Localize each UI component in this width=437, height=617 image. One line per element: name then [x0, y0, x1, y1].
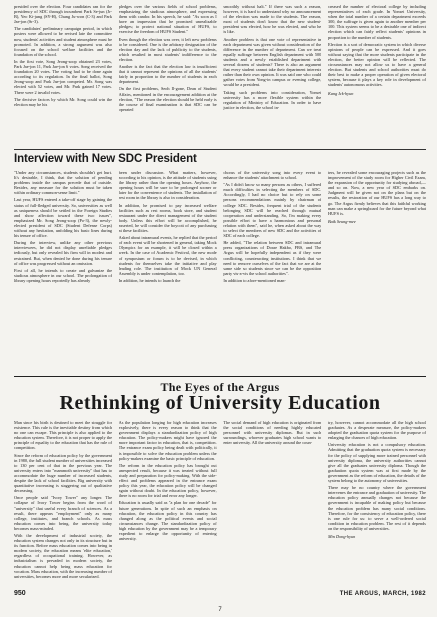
paragraph: Once people said "Ivory Tower" any longer. The collapse of Ivory Tower begins from the word of "university" that useful every branch of sciences. As a result, there appears "employment" only as many college, institutes, and branch schools. As mass education comes into being, the university today becomes mass-minded.: [14, 495, 112, 531]
column-2: [119, 420, 217, 588]
paragraph: Another problem is that one vote of representative in each department was given without consideration of the difference in the number of department. Can we treat equally suffrage between English department with 500 students and a newly established department with several dozens of students? There is also an argument that every student cannot take their department interests rather than their own opinion. It was said one who could gather votes from Yong-in campus or evening college, would be a president.: [223, 36, 322, 88]
section-divider: [14, 376, 426, 377]
column-3: [223, 420, 321, 588]
paragraph: "Under any circumstances, students shouldn't get hurt. It's desirable, I think, that the solution of pending problems inside the campus precede that of outside. Besides, any measure for the solution must be taken within ordinary common-sense limit.": [14, 170, 112, 196]
paragraph: Even though the election was over, it left new problems to be considered. One is the arbitrary designation of the election day and the lack of publicity to the students, which resulted in most students' indifference to the election.: [118, 36, 217, 62]
column-4: [328, 420, 426, 588]
paragraph: pledges over the various fields of school problems, emphasizing the studious atmosphere, and expressing them with candor. In his speech, he said: "As soon as I have an impression that he promised unrealizable pledges; to protect national situation of HUFS, to exercise the freedom of HUFS Student.": [118, 4, 217, 35]
paragraph: Last year, HUFS entered a take-off stage by gaining the status of full-fledged university. So, universities as well as uniqueness should be settled in the Foreign Studies and show affection toward these two issues", emphasized Mr. Song Jeong-soop (Po-3), the newly-elected president of SDC (Student Defense Corps) without any hesitation, unfolding his basic lines during his tenure of office.: [14, 197, 112, 239]
author-signature: Min Dong-hyun: [327, 533, 356, 539]
feature-article-columns: [14, 420, 426, 588]
paragraph: Asked about intramural events, he replied that the period of each event will be shortened in general, taking Mock Olympics for an example, it will be closed within a week. In the case of Academic Festival, the new mode of symposium or forum is to be devised, in which students for themselves take the initiative and play leading role. The institution of Mock UN General Assembly is under contemplation, too.: [118, 235, 217, 276]
author-signature: Baik Seung-mee: [327, 218, 356, 224]
paragraph: smoothly without halt." If there was such a reason, however, it is hard to understand why no announcement of the election was made to the students. The reason, most of students don't know that the new student-president was elected, how he was elected, and who he is like.: [223, 4, 322, 35]
page-number: 7: [218, 607, 222, 613]
magazine-page: [14, 0, 426, 617]
paragraph: As the population longing for high education increases explosively, there is every reason to think that the government displays a standardization policy of high education. The policy-makers might have ignored the more important factor in education, that is, competition. The entrance exam policy being dealt with politically, it is impossible to solve the education problem unless the policy-makers examine the basic principle of education.: [118, 420, 217, 461]
column-2: [119, 4, 217, 147]
paragraph: The decisive factors by which Mr. Song could win the election may be his: [14, 96, 112, 107]
paragraph: Man since his birth is destined to meet the struggle for existence. This rule is the inevitable destiny from which no one can escape. This principle is also applied to the education system. Therefore, it is not proper to apply the principle of equality to the education that has the rule of competition.: [14, 420, 112, 451]
paragraph: The social demand of high education is originated from the social conditions of needing highly educated personnel with university diplomas. But in such surroundings, whoever graduates high school wants to enter university. All the university around the coun-: [223, 420, 322, 446]
paragraph: ters, he revealed some encouraging projects such as the improvement of the study room for Higher Civil Exam, the expansion of the opportunity for studying abroad,—and so on. Now, a new year of SDC embarks on. Judgment will be given not on the plans but on the results, the restoration of our HUFS has a long way to go. The Argus firmly believes that this faithful working man can make a springboard for the future beyond what HUFS is.: [327, 170, 426, 216]
column-1: [14, 420, 112, 588]
column-3: [223, 4, 321, 147]
paragraph: try, however, cannot accommodate all the high school graduates. As a desperate measure, the policy-makers adopted the graduation quota system for the purpose of enlarging the chances of high education.: [327, 420, 426, 441]
paragraph: In the first vote, Song Jeong-soop obtained 23 votes, Park Jae-jon 11, Park Jae-jon 6 votes. Song received the foundation 20 votes. The voting had to be done again according to its regulation. In the final ballot, Song Jeong-soop and Park Jae-jon competed. Mr. Song was elected with 52 votes, and Mr. Park gained 17 votes. There were 2 invalid votes.: [14, 58, 112, 95]
paragraph: There may be no country where the government intervenes the entrance and graduation of university. The education policy annually changes not because the government is incapable of making policy but because the education problem has many social conditions. Therefore, for the consistency of education policy, there is one rule for us: to serve a well-ordered social condition in education problem. The rest of it depends on the responsibility of universities.: [327, 485, 426, 531]
paragraph: With the development of industrial society, the education system changes not only in its structure but in its function. Before mass education comes into being in modern society, the education means 'elite education,' regardless of occupational training. However, as industrialism is pervaded in modern society, the education cannot help being mass education for vocation. Mass education, with the increasing number of universities, becomes more and more secularized.: [14, 532, 112, 579]
magazine-issue: THE ARGUS, MARCH, 1982: [339, 591, 426, 597]
column-3: [223, 170, 321, 374]
paragraph: Another is the fact that the election law is insufficient that it cannot represent the opinions of all the students' fairly in proportion to the number of students in each department.: [118, 64, 217, 85]
column-kicker: The Eyes of the Argus: [160, 380, 280, 394]
paragraph: In addition, he intends to launch the: [118, 277, 181, 283]
section-divider: [14, 149, 426, 150]
paragraph: "As I didn't know so many persons as others, I suffered much difficulties in selecting the members of SDC. Accordingly, I had no choice but to rely on some persons recommendations mainly by chairman of college SDC. Besides, frequent trial of the students belonging SDC will be reached through mutual cooperation and understanding. So, I'm making every possible effort to have a harmonious and personal relation with them", said he, when asked about the way to select the members of new SDC and the activities of SDC of each college.: [223, 182, 322, 239]
paragraph: been under discussion. What matters, however, according to his opinion, is the attitude of students using the library rather than the opening hours. Anyhow, the opening hours will be sure to be prolonged sooner or later for the convenience of students. The installation of rest room in the library is also in consideration.: [118, 170, 217, 201]
column-2: [119, 170, 217, 374]
page-number-left: 950: [14, 590, 26, 597]
column-4: [328, 170, 426, 374]
column-1: [14, 4, 112, 147]
column-4: [328, 4, 426, 147]
paragraph: He added, "The relation between SDC and intramural press organizations of Dorae Hakbo, FBS, and The Argus will be hopefully independent as if they were conflicting, counteracting institutions. I think that we need to remove ourselves of the fact that we are at the same side so students since we can be the opposition party vis-a-vis the school authorities".: [223, 240, 322, 276]
paragraph: The reform in the education policy has brought out unexpected result, because it was treated without full study and preparation for policy-making. With the side-effect and problems appeared in the entrance exam policy this year, the education policy will be changed again without doubt. In the education policy, however, there is no room for trial and error any longer.: [118, 462, 217, 499]
page-footer: [14, 590, 426, 597]
election-article-columns: [14, 4, 426, 147]
interview-article-columns: [14, 170, 426, 374]
paragraph: During the interview, unlike any other previous interviewees, he did not display unreliable pledges tediously, but only revealed his firm will in modest and restrained. But, when denied he done during his tenure of office was progressed without an omission.: [14, 240, 112, 266]
paragraph: Election is a sort of democratic system in which diverse opinions of people can be expressed. And it goes without saying that the more students participate in the election, the better opinion will be reflected. The circumstances may not allow us to have a general election. But students and school authorities must do their best to make a proper operation of given electoral system, because it plays a key role in development of students' autonomous activities.: [327, 41, 426, 88]
column-1: [14, 170, 112, 374]
paragraph: University education is not a compulsory education. Admitting that the graduation quota system is necessary for the policy of supplying more trained personnel with university diploma, the university authorities cannot give all the graduates university diploma. Though the graduation quota system was at first made by the government as the reform of education, the details of the system belong to the autonomy of universities.: [327, 442, 426, 484]
interview-headline: Interview with New SDC President: [14, 153, 197, 165]
author-signature: Kang Ick-hyun: [327, 90, 354, 96]
paragraph: Since the reform of education policy by the government in 1980, the full student number of universities increased to 130 per cent of that in the previous year. The university enters into "mammoth university" that has to accommodate the huge number of increased students, despite the lack of school facilities. Big university with quantitative increasing is staggering out of qualitative decreasing.: [14, 452, 112, 494]
paragraph: In addition, he promised to pay increased welfare facilities such as rest rooms, book store, and student restaurant under the direct management of the student body. Unless this effort will be accomplished, he asserted, he will consider the boycott of any purchasing at these facilities.: [118, 202, 217, 234]
paragraph: First of all, he intends to create and galvanize the studious atmosphere in our school. The prolongation of library opening hours reportedly has already: [14, 267, 112, 283]
paragraph: Education is usually said as "a plan for one decade" for future generations. In spite of such an emphasis on education, the education policy in this country has changed along as the political events and social circumstances change. The standardization policy of high education by the government may be a temporary expedient to enlarge the opportunity of entering university.: [118, 500, 217, 542]
paragraph: Taking such problems into consideration, Yonsei university has a more flexible system within the regulation of Ministry of Education. In order to have justice in election, the school in-: [223, 89, 322, 110]
paragraph: creased the number of electoral college by including representatives of each grade. In Yonsei University, when the total number of a certain department exceeds 300, the suffrage is given again to another member per 100. This system seems to be a desirable one of indirect election which can fairly reflect students' opinions in proportion to the number of students.: [327, 4, 426, 40]
paragraph: presided over the election. Four candidates ran for the presidency of SDC through incumbent Park Se-jun (Jr-B), Yeo Ki-jung (SY-H), Chung Ju-won (C-3) and Park Jae-jon (Sr-3).: [14, 4, 112, 25]
paragraph: In addition to afore-mentioned man-: [223, 277, 286, 283]
feature-title: Rethinking of University Education: [59, 392, 381, 414]
paragraph: The candidates' preliminary campaign period, in which posters were allowed to be revised late the committee now, students' activities and student atmosphere must be promoted. In addition, a strong argument was also focused on the school welfare facilities and the foundation of the school.: [14, 26, 112, 57]
paragraph: On the first problems, Seoh Il-gone, Dean of Student Affairs, mentioned in the encouragement addition at the election, "The reason the election should be held early is the course of final examination is that SDC can be operated: [118, 86, 217, 112]
paragraph: chorus of the university song into every event to enhance the students' attachment to school.: [223, 170, 322, 181]
